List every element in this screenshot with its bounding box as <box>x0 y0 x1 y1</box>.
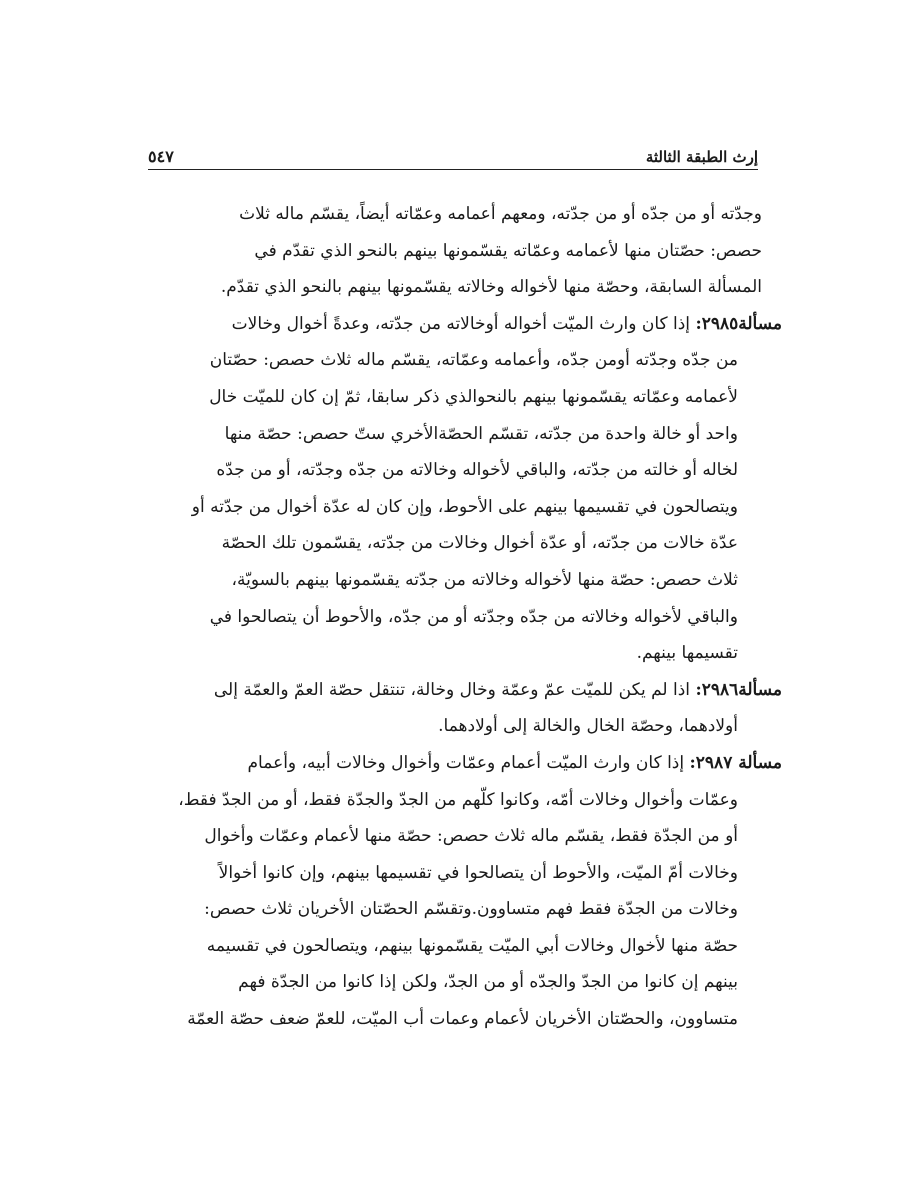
text-line: واحد أو خالة واحدة من جدّته، تقسّم الحصّةالأخري ستّ حصص: حصّة منها <box>224 423 738 444</box>
text-line: أو من الجدّة فقط، يقسّم ماله ثلاث حصص: حصّة منها لأعمام وعمّات وأخوال <box>204 826 738 847</box>
issue-2985 <box>148 306 782 672</box>
issue-2986 <box>148 672 782 745</box>
issue-text: إذا كان وارث الميّت أعمام وعمّات وأخوال وخالات أبيه، وأعمام <box>247 752 685 773</box>
issue-label: مسألة ٢٩٨٧: <box>689 752 782 773</box>
paragraph-continuation <box>148 196 762 306</box>
text-line: المسألة السابقة، وحصّة منها لأخواله وخالاته يقسّمونها بينهم بالنحو الذي تقدّم. <box>220 277 762 298</box>
issue-label: مسألة٢٩٨٥: <box>695 313 782 334</box>
text-line <box>148 306 782 343</box>
text-line: ثلاث حصص: حصّة منها لأخواله وخالاته من جدّته يقسّمونها بينهم بالسويّة، <box>231 569 738 590</box>
issue-2987 <box>148 745 782 1038</box>
text-line: لأعمامه وعمّاته يقسّمونها بينهم بالنحوالذي ذكر سابقا، ثمّ إن كان للميّت خال <box>209 386 738 407</box>
issue-text: اذا لم يكن للميّت عمّ وعمّة وخال وخالة، تنتقل حصّة العمّ والعمّة إلى <box>213 679 691 700</box>
issue-text: إذا كان وارث الميّت أخواله أوخالاته من جدّته، وعدةً أخوال وخالات <box>231 313 691 334</box>
text-line <box>148 672 782 709</box>
text-line: وخالات أمّ الميّت، والأحوط أن يتصالحوا في تقسيمها بينهم، وإن كانوا أخوالاً <box>218 862 738 883</box>
text-line: تقسيمها بينهم. <box>636 643 738 664</box>
text-line <box>148 745 782 782</box>
text-line: أولادهما، وحصّة الخال والخالة إلى أولادهما. <box>438 716 738 737</box>
text-line: بينهم إن كانوا من الجدّ والجدّه أو من الجدّ، ولكن إذا كانوا من الجدّة فهم <box>238 972 738 993</box>
running-header <box>148 140 758 170</box>
text-line: من جدّه وجدّته أومن جدّه، وأعمامه وعمّاته، يقسّم ماله ثلاث حصص: حصّتان <box>209 350 738 371</box>
page-number: ٥٤٧ <box>148 147 174 166</box>
text-line: عدّة خالات من جدّته، أو عدّة أخوال وخالات من جدّته، يقسّمون تلك الحصّة <box>221 533 738 554</box>
body-text <box>148 196 782 1038</box>
running-title: إرث الطبقة الثالثة <box>645 148 758 166</box>
text-line: والباقي لأخواله وخالاته من جدّه وجدّته أو من جدّه، والأحوط أن يتصالحوا في <box>209 606 738 627</box>
text-line: ويتصالحون في تقسيمها بينهم على الأحوط، وإن كان له عدّة أخوال من جدّته أو <box>191 496 738 517</box>
text-line: لخاله أو خالته من جدّته، والباقي لأخواله وخالاته من جدّه وجدّته، أو من جدّه <box>216 460 738 481</box>
issue-label: مسألة٢٩٨٦: <box>695 679 782 700</box>
text-line: حصّة منها لأخوال وخالات أبي الميّت يقسّمونها بينهم، ويتصالحون في تقسيمه <box>206 935 738 956</box>
text-line: متساوون، والحصّتان الأخريان لأعمام وعمات أب الميّت، للعمّ ضعف حصّة العمّة <box>187 1009 738 1030</box>
text-line: وعمّات وأخوال وخالات أمّه، وكانوا كلّهم من الجدّ والجدّة فقط، أو من الجدّ فقط، <box>178 789 738 810</box>
text-line: وجدّته أو من جدّه أو من جدّته، ومعهم أعمامه وعمّاته أيضاً، يقسّم ماله ثلاث <box>239 204 762 224</box>
text-line: وخالات من الجدّة فقط فهم متساوون.وتقسّم الحصّتان الأخريان ثلاث حصص: <box>204 899 738 920</box>
text-line: حصص: حصّتان منها لأعمامه وعمّاته يقسّمونها بينهم بالنحو الذي تقدّم في <box>254 240 762 261</box>
